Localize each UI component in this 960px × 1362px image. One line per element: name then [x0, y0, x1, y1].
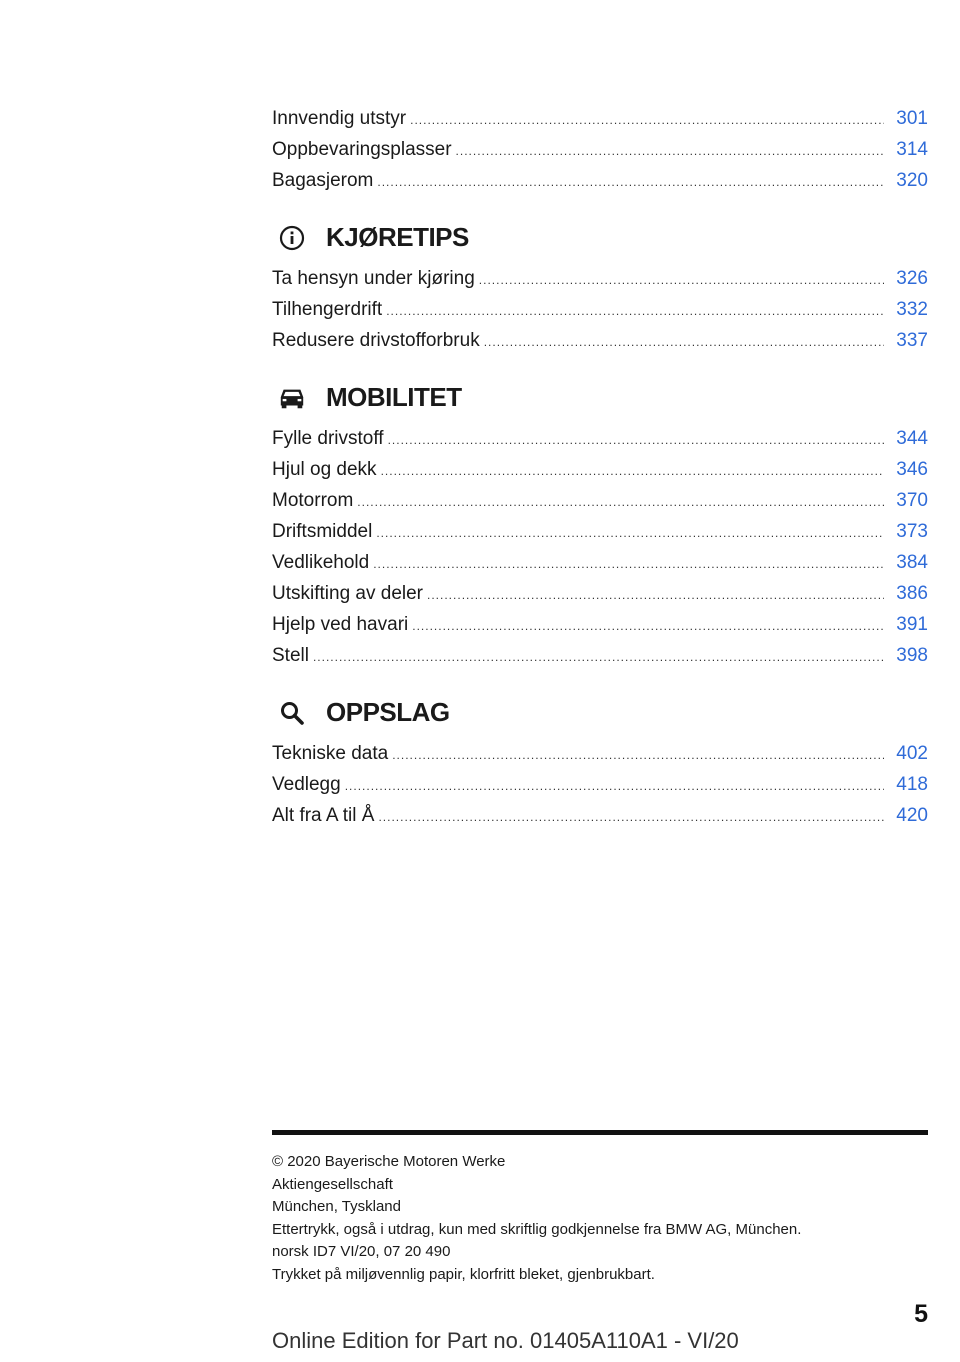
footer-divider	[272, 1130, 928, 1135]
toc-page-link[interactable]: 314	[896, 139, 928, 160]
toc-entry-title: Tekniske data	[272, 743, 389, 764]
page-number: 5	[914, 1300, 928, 1328]
copyright-line: © 2020 Bayerische Motoren Werke	[272, 1153, 506, 1170]
toc-entry-innvendig-utstyr[interactable]	[272, 103, 928, 134]
car-icon	[278, 384, 306, 412]
toc-page-link[interactable]: 373	[896, 521, 928, 542]
toc-entry-oppbevaringsplasser[interactable]	[272, 134, 928, 165]
toc-leader-dots	[357, 487, 884, 518]
toc-entry-redusere-drivstofforbruk[interactable]	[272, 325, 928, 356]
toc-page-link[interactable]: 326	[896, 268, 928, 289]
edition-id: norsk ID7 VI/20, 07 20 490	[272, 1243, 451, 1260]
section-header-mobilitet	[272, 375, 928, 420]
toc-entry-bagasjerom[interactable]	[272, 165, 928, 196]
toc-entry-title: Bagasjerom	[272, 170, 374, 191]
section-title: KJØRETIPS	[326, 222, 469, 252]
toc-leader-dots	[479, 265, 884, 296]
toc-entry-alt-fra-a-til-a[interactable]	[272, 800, 928, 831]
toc-leader-dots	[377, 167, 884, 198]
toc-entry-title: Tilhengerdrift	[272, 299, 383, 320]
search-icon	[278, 699, 306, 727]
toc-entry-title: Innvendig utstyr	[272, 108, 407, 129]
toc-leader-dots	[456, 136, 884, 167]
toc-leader-dots	[412, 611, 884, 642]
toc-page-link[interactable]: 320	[896, 170, 928, 191]
toc-page-link[interactable]: 420	[896, 805, 928, 826]
toc-leader-dots	[345, 771, 884, 802]
section-title: OPPSLAG	[326, 697, 450, 727]
toc-entry-title: Stell	[272, 645, 309, 666]
toc-entry-title: Utskifting av deler	[272, 583, 424, 604]
location-line: München, Tyskland	[272, 1198, 401, 1215]
paper-notice: Trykket på miljøvennlig papir, klorfritt bleket, gjenbrukbart.	[272, 1265, 655, 1283]
toc-entry-title: Alt fra A til Å	[272, 805, 375, 826]
toc-leader-dots	[376, 518, 884, 549]
toc-entry-title: Motorrom	[272, 490, 354, 511]
toc-page-link[interactable]: 398	[896, 645, 928, 666]
imprint-footer	[272, 1130, 928, 1286]
toc-leader-dots	[313, 642, 884, 673]
section-header-oppslag	[272, 690, 928, 735]
reprint-notice: Ettertrykk, også i utdrag, kun med skriftlig godkjennelse fra BMW AG, München.	[272, 1220, 802, 1238]
toc-page-link[interactable]: 332	[896, 299, 928, 320]
toc-entry-tekniske-data[interactable]	[272, 738, 928, 769]
toc-entry-title: Fylle drivstoff	[272, 428, 384, 449]
toc-entry-fylle-drivstoff[interactable]	[272, 423, 928, 454]
toc-entry-title: Driftsmiddel	[272, 521, 373, 542]
toc-page-link[interactable]: 384	[896, 552, 928, 573]
toc-page-link[interactable]: 402	[896, 743, 928, 764]
toc-leader-dots	[386, 296, 884, 327]
toc-entry-title: Vedlegg	[272, 774, 341, 795]
toc-entry-title: Ta hensyn under kjøring	[272, 268, 475, 289]
toc-entry-vedlegg[interactable]	[272, 769, 928, 800]
toc-entry-stell[interactable]	[272, 640, 928, 671]
toc-page-link[interactable]: 418	[896, 774, 928, 795]
toc-entry-vedlikehold[interactable]	[272, 547, 928, 578]
toc-page-link[interactable]: 346	[896, 459, 928, 480]
toc-leader-dots	[410, 105, 884, 136]
toc-page-link[interactable]: 344	[896, 428, 928, 449]
table-of-contents	[272, 103, 928, 831]
toc-entry-title: Oppbevaringsplasser	[272, 139, 452, 160]
section-title: MOBILITET	[326, 382, 462, 412]
toc-leader-dots	[381, 456, 884, 487]
toc-entry-title: Vedlikehold	[272, 552, 370, 573]
toc-page-link[interactable]: 386	[896, 583, 928, 604]
toc-entry-hjul-og-dekk[interactable]	[272, 454, 928, 485]
toc-entry-title: Redusere drivstofforbruk	[272, 330, 480, 351]
toc-entry-motorrom[interactable]	[272, 485, 928, 516]
toc-leader-dots	[378, 802, 884, 833]
toc-page-link[interactable]: 301	[896, 108, 928, 129]
toc-entry-utskifting-av-deler[interactable]	[272, 578, 928, 609]
toc-entry-title: Hjelp ved havari	[272, 614, 409, 635]
toc-leader-dots	[373, 549, 884, 580]
toc-leader-dots	[484, 327, 884, 358]
section-header-kjoretips	[272, 215, 928, 260]
toc-entry-tilhengerdrift[interactable]	[272, 294, 928, 325]
toc-leader-dots	[388, 425, 884, 456]
online-edition-watermark: Online Edition for Part no. 01405A110A1 - VI/20	[272, 1328, 739, 1353]
toc-entry-title: Hjul og dekk	[272, 459, 377, 480]
toc-page-link[interactable]: 391	[896, 614, 928, 635]
toc-entry-driftsmiddel[interactable]	[272, 516, 928, 547]
toc-leader-dots	[392, 740, 884, 771]
toc-leader-dots	[427, 580, 884, 611]
company-line: Aktiengesellschaft	[272, 1175, 393, 1193]
toc-entry-ta-hensyn-under-kjoring[interactable]	[272, 263, 928, 294]
info-icon	[278, 224, 306, 252]
toc-page-link[interactable]: 337	[896, 330, 928, 351]
toc-page-link[interactable]: 370	[896, 490, 928, 511]
toc-entry-hjelp-ved-havari[interactable]	[272, 609, 928, 640]
